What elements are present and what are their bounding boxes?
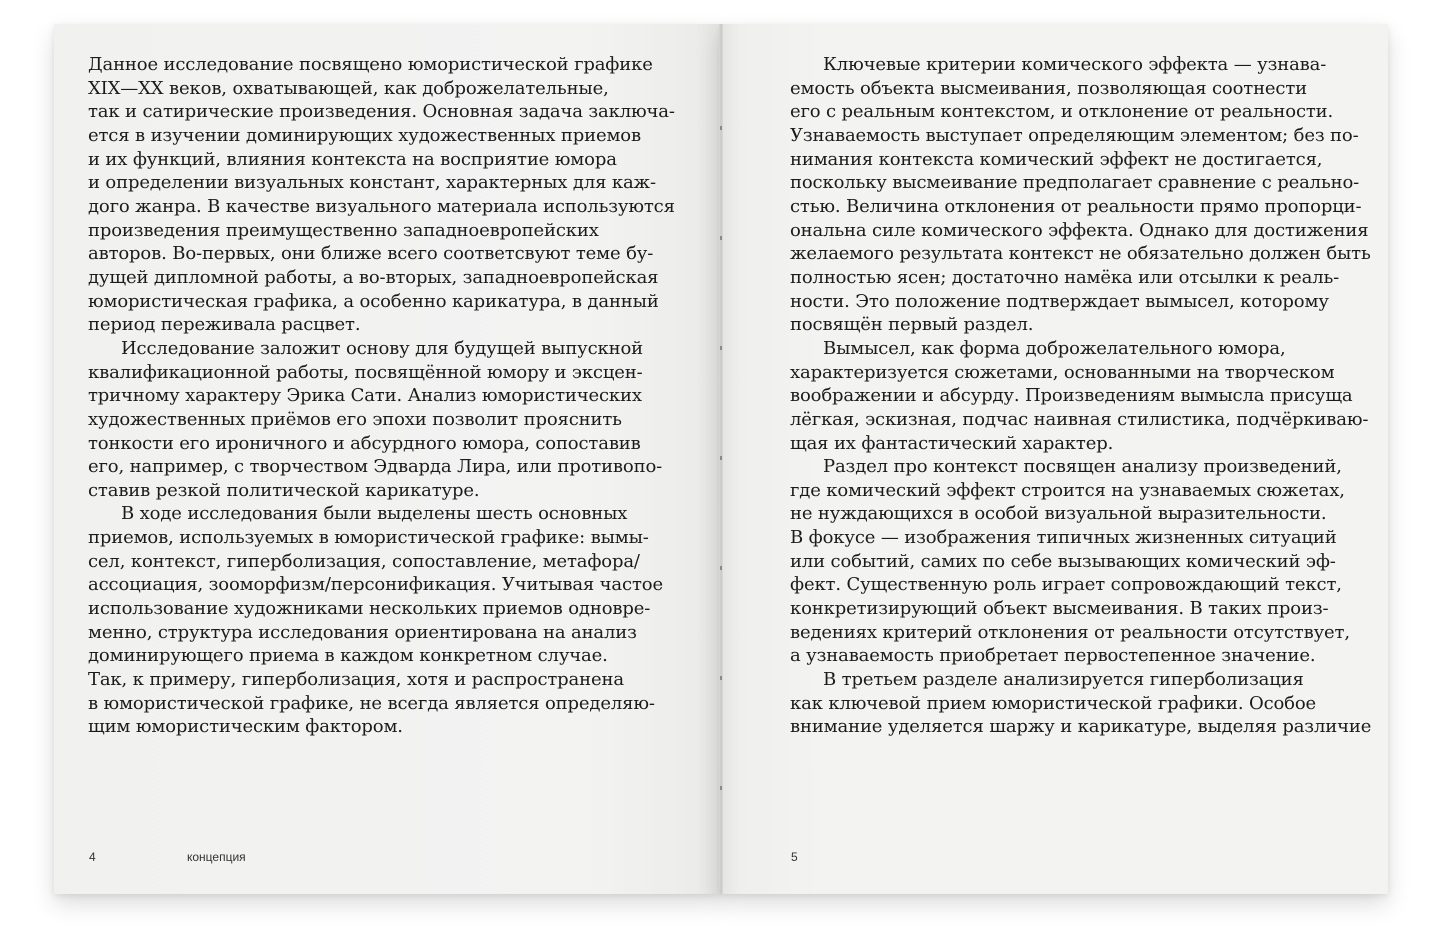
- text-line: ональна силе комического эффекта. Однако для достижения: [790, 219, 1369, 241]
- text-line: щим юмористическим фактором.: [88, 716, 403, 738]
- right-page-number: 5: [791, 850, 798, 864]
- binding-stitch: [720, 456, 722, 460]
- text-line: а узнаваемость приобретает первостепенное значение.: [790, 645, 1316, 667]
- text-line: нимания контекста комический эффект не достигается,: [790, 148, 1323, 170]
- text-line: доминирующего приема в каждом конкретном случае.: [88, 645, 608, 667]
- left-page: [54, 24, 721, 894]
- text-line: авторов. Во-первых, они ближе всего соответсвуют теме бу-: [88, 243, 654, 265]
- right-page: [721, 24, 1388, 894]
- text-line: полностью ясен; достаточно намёка или отсылки к реаль-: [790, 266, 1340, 288]
- text-line: стью. Величина отклонения от реальности прямо пропорци-: [790, 195, 1362, 217]
- text-line: использование художниками нескольких приемов одновре-: [88, 598, 651, 620]
- text-line: сел, контекст, гиперболизация, сопоставление, метафора/: [88, 550, 640, 572]
- text-line: фект. Существенную роль играет сопровождающий текст,: [790, 574, 1342, 596]
- left-page-number: 4: [89, 850, 96, 864]
- text-line: В фокусе — изображения типичных жизненных ситуаций: [790, 527, 1337, 549]
- text-line: художественных приёмов его эпохи позволит прояснить: [88, 408, 622, 430]
- text-line: так и сатирические произведения. Основная задача заключа-: [88, 101, 675, 123]
- text-line: поскольку высмеивание предполагает сравнение с реально-: [790, 172, 1360, 194]
- text-line: Исследование заложит основу для будущей выпускной: [121, 337, 644, 359]
- text-line: тонкости его ироничного и абсурдного юмора, сопоставив: [88, 432, 641, 454]
- text-line: ведениях критерий отклонения от реальности отсутствует,: [790, 621, 1350, 643]
- running-section-title: концепция: [187, 850, 246, 864]
- text-line: и их функций, влияния контекста на восприятие юмора: [88, 148, 617, 170]
- text-line: посвящён первый раздел.: [790, 314, 1034, 336]
- binding-stitch: [720, 786, 722, 790]
- text-line: ставив резкой политической карикатуре.: [88, 479, 480, 501]
- text-line: тричному характеру Эрика Сати. Анализ юмористических: [88, 385, 642, 407]
- binding-stitch: [720, 346, 722, 350]
- text-line: ассоциация, зооморфизм/персонификация. Учитывая частое: [88, 574, 663, 596]
- text-line: В ходе исследования были выделены шесть основных: [121, 503, 628, 525]
- text-line: ется в изучении доминирующих художественных приемов: [88, 124, 641, 146]
- text-line: в юмористической графике, не всегда является определяю-: [88, 692, 655, 714]
- text-line: его с реальным контекстом, и отклонение от реальности.: [790, 101, 1334, 123]
- text-line: XIX—XX веков, охватывающей, как доброжелательные,: [88, 77, 609, 99]
- binding-stitch: [720, 126, 722, 130]
- text-line: не нуждающихся в особой визуальной выразительности.: [790, 503, 1327, 525]
- text-line: его, например, с творчеством Эдварда Лира, или противопо-: [88, 456, 663, 478]
- text-line: произведения преимущественно западноевропейских: [88, 219, 599, 241]
- text-line: квалификационной работы, посвящённой юмору и эксцен-: [88, 361, 643, 383]
- text-line: В третьем разделе анализируется гиперболизация: [823, 669, 1304, 691]
- text-line: Узнаваемость выступает определяющим элементом; без по-: [790, 124, 1359, 146]
- text-line: Раздел про контекст посвящен анализу произведений,: [823, 456, 1342, 478]
- text-line: дого жанра. В качестве визуального материала используются: [88, 195, 675, 217]
- text-line: юмористическая графика, а особенно карикатура, в данный: [88, 290, 659, 312]
- text-line: Ключевые критерии комического эффекта — узнава-: [823, 54, 1327, 75]
- text-line: как ключевой прием юмористической графики. Особое: [790, 692, 1317, 714]
- binding-stitch: [720, 676, 722, 680]
- text-line: или событий, самих по себе вызывающих комический эф-: [790, 550, 1336, 572]
- text-line: воображении и абсурду. Произведениям вымысла присуща: [790, 385, 1353, 407]
- text-line: желаемого результата контекст не обязательно должен быть: [790, 243, 1371, 265]
- text-line: Данное исследование посвящено юмористической графике: [88, 54, 653, 75]
- text-line: период переживала расцвет.: [88, 314, 361, 336]
- text-line: лёгкая, эскизная, подчас наивная стилистика, подчёркиваю-: [790, 408, 1369, 430]
- text-line: емость объекта высмеивания, позволяющая соотнести: [790, 77, 1308, 99]
- text-line: конкретизирующий объект высмеивания. В таких произ-: [790, 598, 1329, 620]
- binding-stitch: [720, 236, 722, 240]
- text-line: и определении визуальных констант, характерных для каж-: [88, 172, 656, 194]
- text-line: Вымысел, как форма доброжелательного юмора,: [823, 337, 1286, 359]
- right-page-body: [790, 53, 1370, 739]
- text-line: приемов, используемых в юмористической графике: вымы-: [88, 527, 649, 549]
- text-line: ности. Это положение подтверждает вымысел, которому: [790, 290, 1329, 312]
- book-spread: [54, 24, 1388, 894]
- text-line: внимание уделяется шаржу и карикатуре, выделяя различие: [790, 716, 1372, 738]
- text-line: характеризуется сюжетами, основанными на творческом: [790, 361, 1335, 383]
- text-line: щая их фантастический характер.: [790, 432, 1114, 454]
- text-line: менно, структура исследования ориентирована на анализ: [88, 621, 637, 643]
- text-line: где комический эффект строится на узнаваемых сюжетах,: [790, 479, 1345, 501]
- text-line: дущей дипломной работы, а во-вторых, западноевропейская: [88, 266, 659, 288]
- text-line: Так, к примеру, гиперболизация, хотя и распространена: [88, 669, 624, 691]
- binding-stitch: [720, 566, 722, 570]
- left-page-body: [88, 53, 698, 739]
